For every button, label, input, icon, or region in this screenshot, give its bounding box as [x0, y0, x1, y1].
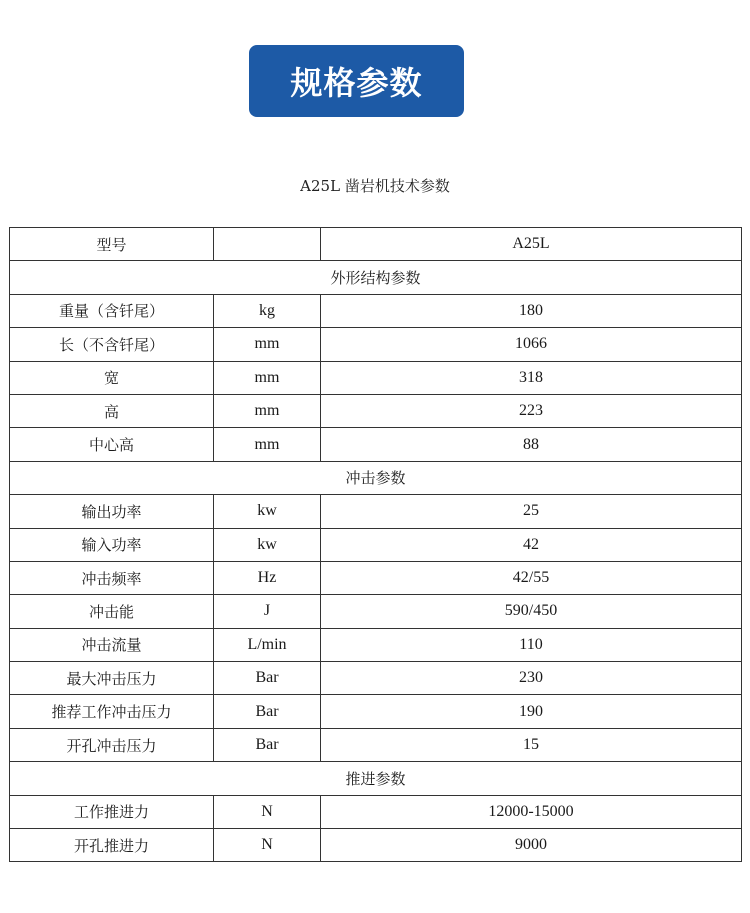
- param-unit: N: [214, 829, 321, 862]
- section-title-impact: 冲击参数: [10, 461, 742, 494]
- param-value: 190: [321, 695, 742, 728]
- param-name: 最大冲击压力: [10, 662, 214, 695]
- param-name: 工作推进力: [10, 795, 214, 828]
- param-value: 15: [321, 728, 742, 761]
- document-title: A25L 凿岩机技术参数: [300, 177, 450, 195]
- param-unit: Hz: [214, 561, 321, 594]
- table-row: [10, 328, 742, 361]
- table-row: [10, 728, 742, 761]
- param-value: 42: [321, 528, 742, 561]
- table-row: [10, 428, 742, 461]
- param-unit: kw: [214, 528, 321, 561]
- param-unit: L/min: [214, 628, 321, 661]
- param-name: 高: [10, 394, 214, 427]
- param-name: 长（不含钎尾）: [10, 328, 214, 361]
- param-unit: Bar: [214, 695, 321, 728]
- table-row: [10, 595, 742, 628]
- section-title-dimensions: 外形结构参数: [10, 261, 742, 294]
- param-name: 宽: [10, 361, 214, 394]
- param-value: 590/450: [321, 595, 742, 628]
- param-name: 冲击频率: [10, 561, 214, 594]
- table-row: [10, 662, 742, 695]
- table-row: [10, 361, 742, 394]
- param-value: 318: [321, 361, 742, 394]
- param-name: 重量（含钎尾）: [10, 294, 214, 327]
- param-value: 42/55: [321, 561, 742, 594]
- param-unit: Bar: [214, 728, 321, 761]
- param-value: 1066: [321, 328, 742, 361]
- header-model-cell: A25L: [321, 228, 742, 261]
- header-unit-cell: [214, 228, 321, 261]
- table-row: [10, 561, 742, 594]
- param-unit: mm: [214, 428, 321, 461]
- param-name: 冲击流量: [10, 628, 214, 661]
- param-value: 88: [321, 428, 742, 461]
- param-unit: mm: [214, 361, 321, 394]
- param-value: 230: [321, 662, 742, 695]
- table-row: [10, 528, 742, 561]
- param-unit: J: [214, 595, 321, 628]
- param-name: 中心高: [10, 428, 214, 461]
- param-value: 110: [321, 628, 742, 661]
- table-row: [10, 829, 742, 862]
- param-name: 推荐工作冲击压力: [10, 695, 214, 728]
- param-unit: kw: [214, 495, 321, 528]
- param-name: 输入功率: [10, 528, 214, 561]
- param-unit: kg: [214, 294, 321, 327]
- table-row: [10, 795, 742, 828]
- param-unit: N: [214, 795, 321, 828]
- param-value: 223: [321, 394, 742, 427]
- param-value: 9000: [321, 829, 742, 862]
- table-row: [10, 294, 742, 327]
- param-name: 冲击能: [10, 595, 214, 628]
- spec-table: [9, 227, 742, 862]
- section-badge-spec: [249, 45, 464, 117]
- section-title-feed: 推进参数: [10, 762, 742, 795]
- param-value: 12000-15000: [321, 795, 742, 828]
- table-row: [10, 495, 742, 528]
- badge-label: 规格参数: [290, 64, 423, 102]
- param-name: 开孔推进力: [10, 829, 214, 862]
- param-value: 180: [321, 294, 742, 327]
- header-label-cell: 型号: [10, 228, 214, 261]
- section-row: [10, 261, 742, 294]
- param-unit: mm: [214, 394, 321, 427]
- param-unit: Bar: [214, 662, 321, 695]
- param-unit: mm: [214, 328, 321, 361]
- param-value: 25: [321, 495, 742, 528]
- param-name: 输出功率: [10, 495, 214, 528]
- section-row: [10, 461, 742, 494]
- param-name: 开孔冲击压力: [10, 728, 214, 761]
- table-row: [10, 628, 742, 661]
- section-row: [10, 762, 742, 795]
- table-row: [10, 394, 742, 427]
- table-header-row: [10, 228, 742, 261]
- table-row: [10, 695, 742, 728]
